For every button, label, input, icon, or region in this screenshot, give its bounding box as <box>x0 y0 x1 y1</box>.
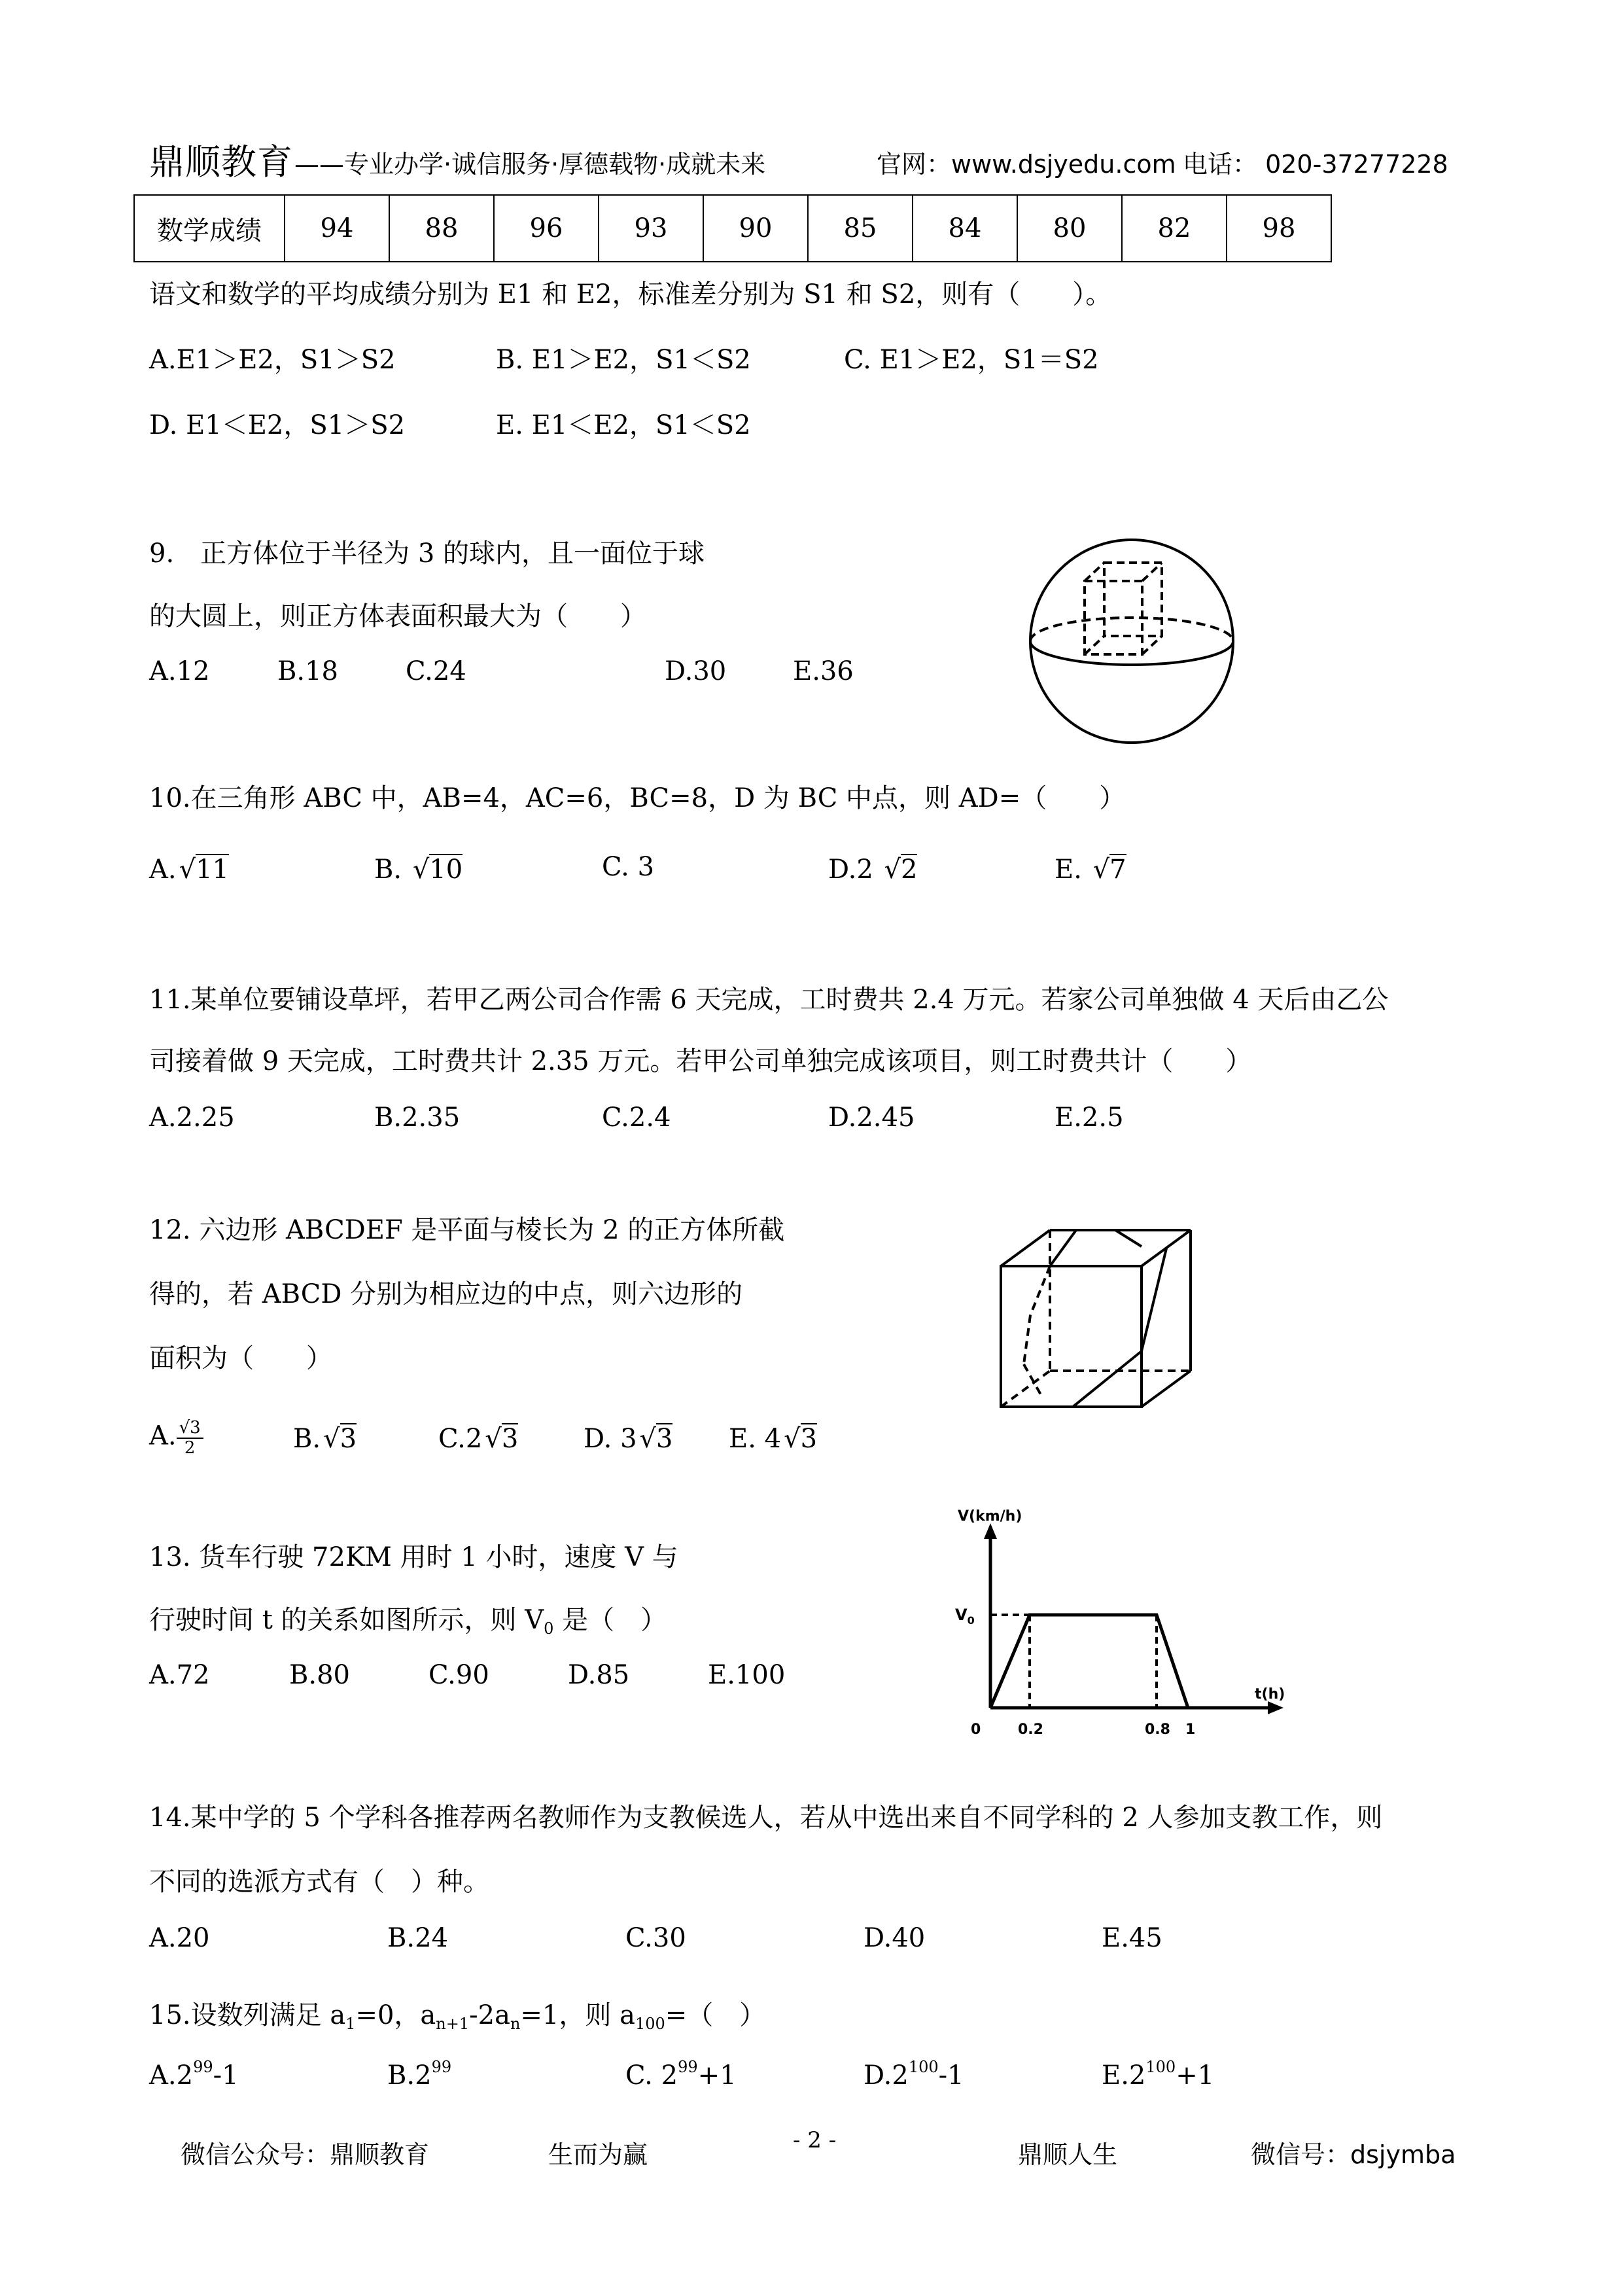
table-cell: 80 <box>1017 195 1122 262</box>
sphere-cube-figure <box>1021 537 1243 746</box>
q15-stem <box>149 2000 766 2033</box>
table-cell: 85 <box>808 195 913 262</box>
footer-motto: 生而为赢 <box>548 2140 648 2169</box>
table-row <box>134 195 1331 262</box>
stem-text: =（ ） <box>665 2000 766 2030</box>
radicand: 3 <box>656 1424 673 1454</box>
x-axis-arrow <box>1268 1701 1283 1714</box>
q8-option-d: D. E1＜E2，S1＞S2 <box>149 410 406 440</box>
radicand: 3 <box>340 1424 357 1454</box>
option-label: B. <box>293 1424 321 1454</box>
subscript: n+1 <box>436 2015 470 2033</box>
q9-option-b: B.18 <box>277 656 339 686</box>
q12-stem-line1: 12. 六边形 ABCDEF 是平面与棱长为 2 的正方体所截 <box>149 1215 785 1245</box>
stem-text: 15.设数列满足 a <box>149 2000 346 2030</box>
option-label: B. <box>374 855 410 885</box>
footer-wechat-id: 微信号：dsjymba <box>1251 2140 1456 2169</box>
fraction-numerator: √3 <box>177 1419 203 1439</box>
table-cell: 96 <box>494 195 599 262</box>
sqrt-symbol: √3 <box>323 1424 357 1454</box>
sqrt-symbol: √3 <box>639 1424 673 1454</box>
option-label: A. <box>149 855 177 885</box>
x-axis-label: t(h) <box>1255 1686 1285 1703</box>
header-slogan: ——专业办学·诚信服务·厚德载物·成就未来 <box>294 150 766 179</box>
q10-option-a <box>149 854 229 883</box>
superscript: 99 <box>431 2058 452 2076</box>
q12-option-c <box>438 1423 518 1452</box>
sqrt-symbol: √3 <box>485 1424 519 1454</box>
table-row-label: 数学成绩 <box>134 195 285 262</box>
q14-stem-line2: 不同的选派方式有（ ）种。 <box>149 1867 489 1897</box>
q8-option-a: A.E1＞E2，S1＞S2 <box>149 345 396 375</box>
radicand: 2 <box>901 855 918 885</box>
option-label: E. 4 <box>729 1424 782 1454</box>
subscript: 100 <box>635 2015 665 2033</box>
radicand: 3 <box>800 1424 818 1454</box>
q9-stem-line2: 的大圆上，则正方体表面积最大为（ ） <box>149 601 646 631</box>
q11-option-d: D.2.45 <box>828 1103 915 1133</box>
option-label: A. <box>149 1421 177 1451</box>
option-label: E. <box>1055 855 1091 885</box>
table-cell: 88 <box>389 195 494 262</box>
table-cell: 93 <box>599 195 703 262</box>
q8-option-e: E. E1＜E2，S1＜S2 <box>496 410 751 440</box>
q10-option-b <box>374 854 462 883</box>
superscript: 100 <box>908 2058 939 2076</box>
footer-wechat-public: 微信公众号：鼎顺教育 <box>181 2140 430 2169</box>
subscript: 1 <box>345 2015 356 2033</box>
q13-stem-line1: 13. 货车行驶 72KM 用时 1 小时，速度 V 与 <box>149 1542 678 1572</box>
tick-label-0-8: 0.8 <box>1145 1722 1170 1738</box>
score-table <box>133 194 1332 262</box>
stem-text: 行驶时间 t 的关系如图所示，则 V <box>149 1605 544 1635</box>
option-label: D.2 <box>828 855 882 885</box>
q10-option-d <box>828 854 917 883</box>
stem-text: =1，则 a <box>520 2000 635 2030</box>
table-cell: 82 <box>1122 195 1227 262</box>
y-axis-arrow <box>984 1523 997 1539</box>
stem-text: 是（ ） <box>553 1605 667 1635</box>
q13-option-e: E.100 <box>708 1660 786 1690</box>
q14-option-c: C.30 <box>625 1923 686 1953</box>
radicand: 3 <box>501 1424 519 1454</box>
table-cell: 94 <box>285 195 389 262</box>
cube-section-figure <box>991 1217 1200 1413</box>
subscript: 0 <box>544 1619 554 1638</box>
header-website: 官网：www.dsjyedu.com <box>877 150 1176 179</box>
q12-option-a <box>149 1419 203 1457</box>
header-phone: 电话： 020-37277228 <box>1183 150 1448 179</box>
stem-text: =0，a <box>355 2000 436 2030</box>
q8-option-b: B. E1＞E2，S1＜S2 <box>496 345 751 375</box>
q11-option-a: A.2.25 <box>149 1103 235 1133</box>
origin-label: 0 <box>971 1722 981 1738</box>
radicand: 10 <box>429 855 463 885</box>
table-cell: 84 <box>913 195 1017 262</box>
speed-time-graph <box>942 1505 1308 1747</box>
q13-option-a: A.72 <box>149 1660 210 1690</box>
option-label: C. 2 <box>625 2060 678 2091</box>
q15-option-e <box>1102 2058 1215 2091</box>
superscript: 99 <box>193 2058 213 2076</box>
q12-stem-line3: 面积为（ ） <box>149 1343 332 1373</box>
q14-option-a: A.20 <box>149 1923 210 1953</box>
sqrt-symbol: √11 <box>179 855 230 885</box>
q13-option-d: D.85 <box>568 1660 630 1690</box>
q14-option-b: B.24 <box>387 1923 449 1953</box>
q8-stem: 语文和数学的平均成绩分别为 E1 和 E2，标准差分别为 S1 和 S2，则有（ ）。 <box>149 279 1112 309</box>
q11-option-e: E.2.5 <box>1055 1103 1124 1133</box>
q13-option-c: C.90 <box>428 1660 489 1690</box>
radicand: 11 <box>196 855 230 885</box>
q12-stem-line2: 得的，若 ABCD 分别为相应边的中点，则六边形的 <box>149 1279 743 1309</box>
superscript: 99 <box>678 2058 698 2076</box>
v0-subscript: 0 <box>967 1614 975 1627</box>
q10-option-e <box>1055 854 1126 883</box>
fraction-denominator: 2 <box>184 1438 196 1458</box>
sqrt-symbol: √2 <box>884 855 918 885</box>
tick-label-1: 1 <box>1185 1722 1196 1738</box>
tick-label-0-2: 0.2 <box>1018 1722 1043 1738</box>
q9-option-e: E.36 <box>793 656 854 686</box>
option-label: C.2 <box>438 1424 483 1454</box>
table-cell: 90 <box>703 195 808 262</box>
sqrt-symbol: √10 <box>412 855 463 885</box>
subscript: n <box>510 2015 521 2033</box>
v0-label <box>955 1606 975 1627</box>
option-label: A.2 <box>149 2060 194 2091</box>
v0-main: V <box>955 1606 968 1624</box>
option-label: E.2 <box>1102 2060 1146 2091</box>
q10-stem: 10.在三角形 ABC 中，AB=4，AC=6，BC=8，D 为 BC 中点，则 AD=（ ） <box>149 783 1126 813</box>
q11-option-c: C.2.4 <box>602 1103 671 1133</box>
q15-option-c <box>625 2058 737 2091</box>
q15-option-a <box>149 2058 239 2091</box>
q12-option-d <box>584 1423 672 1452</box>
footer-page-number: - 2 - <box>793 2127 837 2153</box>
q15-option-b <box>387 2058 452 2091</box>
option-text: +1 <box>1176 2060 1215 2091</box>
q8-option-c: C. E1＞E2，S1＝S2 <box>844 345 1099 375</box>
option-label: D.2 <box>864 2060 909 2091</box>
table-cell: 98 <box>1227 195 1331 262</box>
superscript: 100 <box>1145 2058 1176 2076</box>
q14-option-e: E.45 <box>1102 1923 1162 1953</box>
stem-text: -2a <box>469 2000 510 2030</box>
sqrt-symbol: √7 <box>1092 855 1126 885</box>
q13-stem-line2 <box>149 1605 667 1638</box>
q11-stem-line2: 司接着做 9 天完成，工时费共计 2.35 万元。若甲公司单独完成该项目，则工时费共计（ ） <box>149 1046 1252 1076</box>
radicand: 7 <box>1109 855 1126 885</box>
option-label: D. 3 <box>584 1424 637 1454</box>
q10-option-c: C. 3 <box>602 852 655 882</box>
sqrt-symbol: √3 <box>784 1424 818 1454</box>
option-text: -1 <box>938 2060 964 2091</box>
q12-option-e <box>729 1423 817 1452</box>
q13-option-b: B.80 <box>289 1660 351 1690</box>
q9-stem-line1: 9. 正方体位于半径为 3 的球内，且一面位于球 <box>149 539 705 569</box>
option-label: B.2 <box>387 2060 432 2091</box>
q9-option-a: A.12 <box>149 656 210 686</box>
q9-option-c: C.24 <box>406 656 466 686</box>
q11-option-b: B.2.35 <box>374 1103 461 1133</box>
q9-option-d: D.30 <box>665 656 727 686</box>
q15-option-d <box>864 2058 964 2091</box>
footer-slogan: 鼎顺人生 <box>1018 2140 1118 2169</box>
option-text: +1 <box>697 2060 737 2091</box>
q12-option-b <box>293 1423 357 1452</box>
header-brand: 鼎顺教育 <box>149 141 293 183</box>
option-text: -1 <box>213 2060 239 2091</box>
y-axis-label: V(km/h) <box>958 1508 1022 1525</box>
q14-option-d: D.40 <box>864 1923 926 1953</box>
fraction <box>177 1419 203 1457</box>
q14-stem-line1: 14.某中学的 5 个学科各推荐两名教师作为支教候选人，若从中选出来自不同学科的 2 人参加支教工作，则 <box>149 1803 1383 1833</box>
q11-stem-line1: 11.某单位要铺设草坪，若甲乙两公司合作需 6 天完成，工时费共 2.4 万元。若家公司单独做 4 天后由乙公 <box>149 985 1389 1015</box>
